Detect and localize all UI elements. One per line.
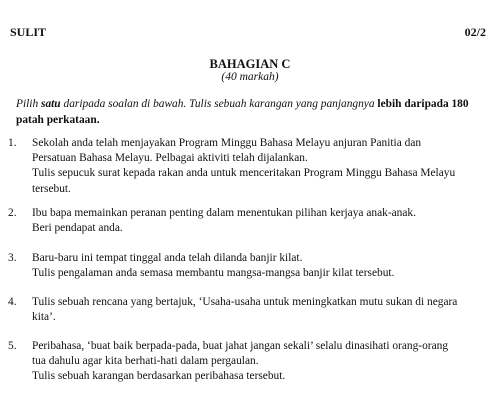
question-line: Sekolah anda telah menjayakan Program Minggu Bahasa Melayu anjuran Panitia dan (32, 137, 422, 149)
header-paper-code: 02/2 (464, 25, 486, 39)
question-text (32, 295, 498, 325)
question-line: kita’. (32, 311, 56, 324)
question-number: 1. (8, 137, 17, 149)
question-number: 5. (8, 340, 17, 352)
question-line: tersebut. (32, 182, 71, 195)
question-item (8, 295, 498, 325)
question-text (32, 136, 498, 197)
question-item (8, 206, 498, 236)
question-line: Ibu bapa memainkan peranan penting dalam menentukan pilihan kerjaya anak-anak. (32, 207, 416, 219)
question-line: Tulis pengalaman anda semasa membantu mangsa-mangsa banjir kilat tersebut. (32, 267, 395, 280)
section-marks: (40 markah) (221, 71, 279, 83)
question-line: Peribahasa, ‘buat baik berpada-pada, buat jahat jangan sekali’ selalu dinasihati orang-orang (32, 340, 449, 352)
question-line: tua dahulu agar kita berhati-hati dalam pergaulan. (32, 355, 259, 368)
instruction-paragraph (16, 96, 498, 128)
question-number: 2. (8, 207, 17, 219)
question-line: Baru-baru ini tempat tinggal anda telah dilanda banjir kilat. (32, 252, 303, 264)
question-line: Tulis sebuah rencana yang bertajuk, ‘Usaha-usaha untuk meningkatkan mutu sukan di negara (32, 296, 458, 308)
question-text (32, 206, 498, 236)
question-line: Tulis sepucuk surat kepada rakan anda untuk menceritakan Program Minggu Bahasa Melayu (32, 167, 456, 180)
question-item (8, 136, 498, 197)
question-line: Persatuan Bahasa Melayu. Pelbagai aktiviti telah dijalankan. (32, 152, 308, 165)
header-confidential-label: SULIT (10, 25, 47, 39)
instruction-italic-1: Pilih (16, 98, 39, 110)
question-item (8, 251, 498, 281)
question-number: 4. (8, 296, 17, 308)
question-text (32, 251, 498, 281)
question-item (8, 339, 498, 385)
instruction-bold-2: lebih daripada 180 patah perkataan. (16, 98, 469, 126)
question-line: Tulis sebuah karangan berdasarkan peribahasa tersebut. (32, 370, 286, 383)
question-number: 3. (8, 252, 17, 264)
section-title: BAHAGIAN C (209, 57, 291, 71)
instruction-bold-1: satu (41, 98, 61, 110)
question-text (32, 339, 498, 385)
instruction-italic-2: daripada soalan di bawah. Tulis sebuah karangan yang panjangnya (63, 98, 375, 110)
question-line: Beri pendapat anda. (32, 222, 123, 235)
